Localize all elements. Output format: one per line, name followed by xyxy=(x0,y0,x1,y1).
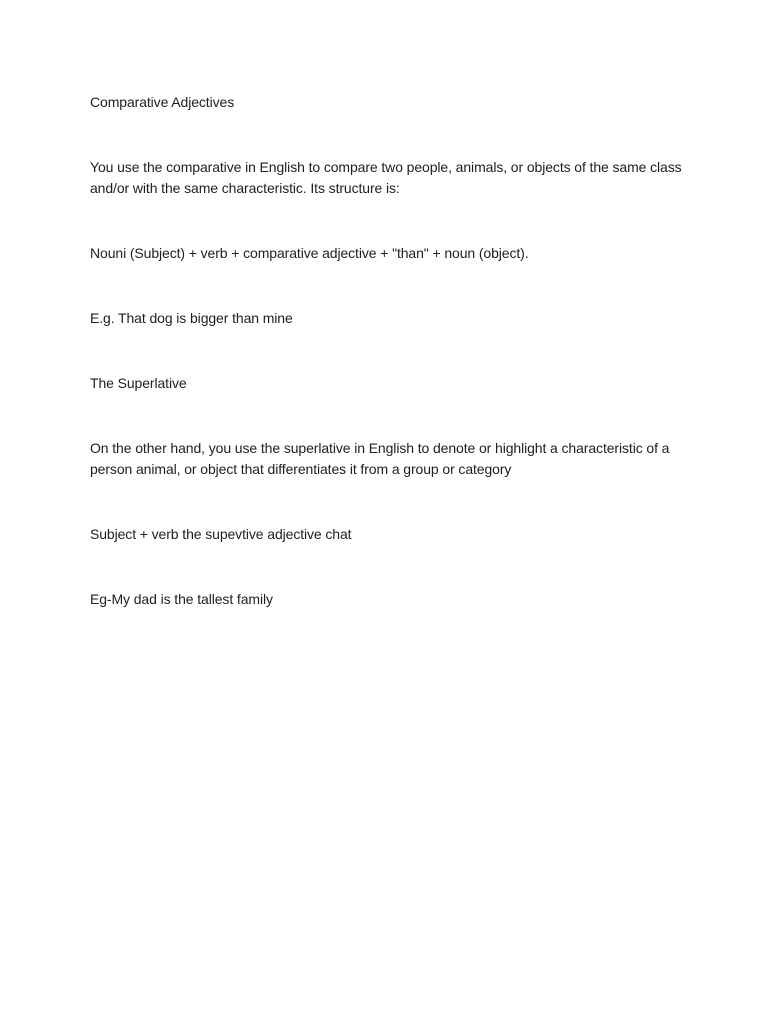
paragraph-superlative-definition: On the other hand, you use the superlative in English to denote or highlight a characteristic of a person animal, or object that differentiates it from a group or category xyxy=(90,440,670,477)
paragraph-comparative-example: E.g. That dog is bigger than mine xyxy=(90,310,293,326)
document-body xyxy=(90,92,690,610)
paragraph-superlative-example: Eg-My dad is the tallest family xyxy=(90,591,273,607)
paragraph-superlative-structure: Subject + verb the supevtive adjective chat xyxy=(90,526,352,542)
paragraph-comparative-structure: Nouni (Subject) + verb + comparative adjective + "than" + noun (object). xyxy=(90,245,529,261)
heading-superlative: The Superlative xyxy=(90,375,187,391)
paragraph-comparative-definition: You use the comparative in English to compare two people, animals, or objects of the same class and/or with the same characteristic. Its structure is: xyxy=(90,159,682,196)
heading-comparative-adjectives: Comparative Adjectives xyxy=(90,94,235,110)
